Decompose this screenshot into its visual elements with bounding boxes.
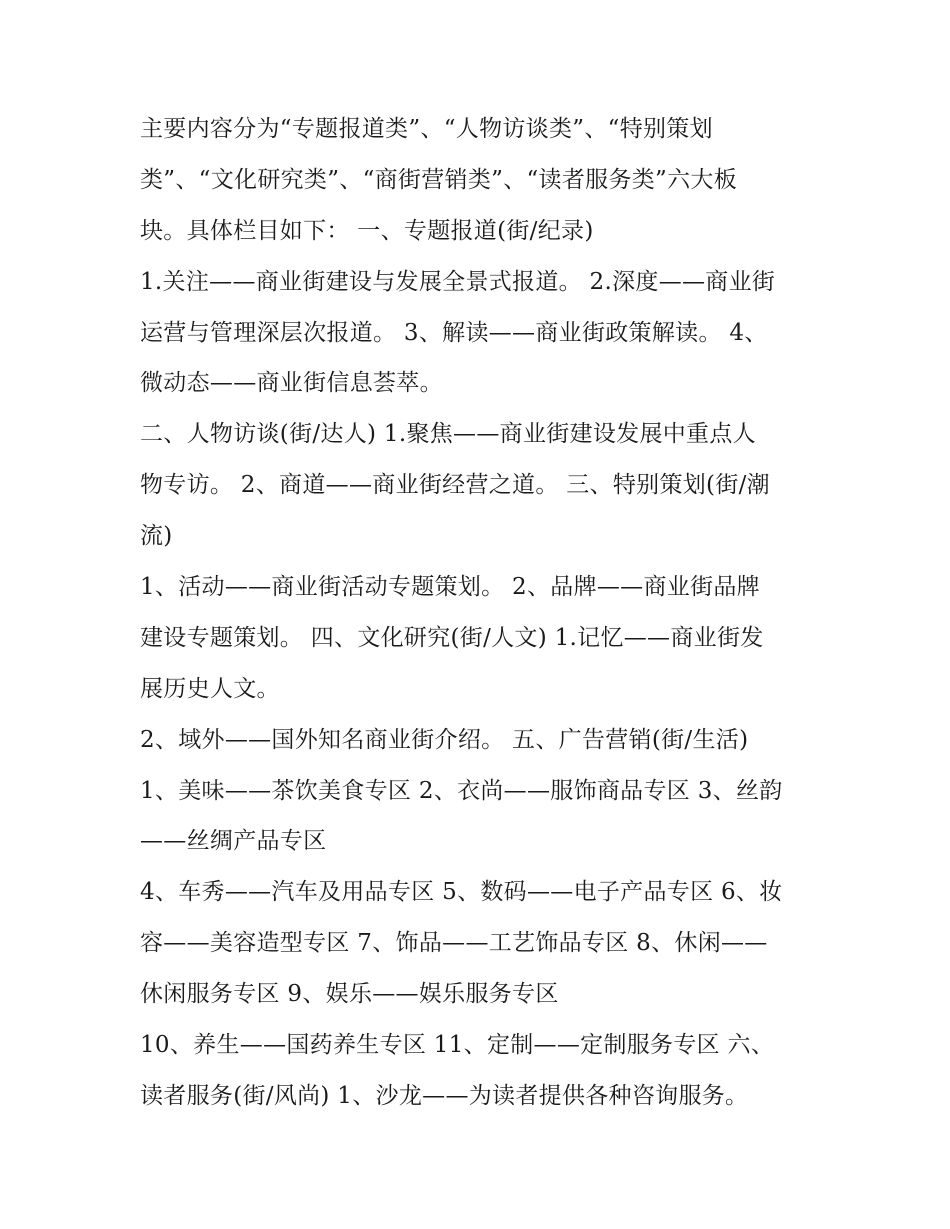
text-line: 10、养生——国药养生专区 11、定制——定制服务专区 六、 (140, 1032, 775, 1059)
text-line: ——丝绸产品专区 (140, 828, 327, 855)
text-line: 物专访。 2、商道——商业街经营之道。 三、特别策划(街/潮 (140, 472, 770, 499)
text-line: 2、域外——国外知名商业街介绍。 五、广告营销(街/生活) (140, 726, 749, 753)
text-line: 读者服务(街/风尚) 1、沙龙——为读者提供各种咨询服务。 (140, 1082, 749, 1109)
text-line: 微动态——商业街信息荟萃。 (140, 370, 443, 397)
body-text (140, 104, 830, 1122)
text-line: 1、美味——茶饮美食专区 2、衣尚——服饰商品专区 3、丝韵 (140, 777, 783, 804)
text-line: 休闲服务专区 9、娱乐——娱乐服务专区 (140, 981, 559, 1008)
text-line: 类”、“文化研究类”、“商街营销类”、“读者服务类”六大板 (140, 166, 738, 193)
text-line: 块。具体栏目如下： 一、专题报道(街/纪录) (140, 217, 594, 244)
text-line: 容——美容造型专区 7、饰品——工艺饰品专区 8、休闲—— (140, 930, 768, 957)
text-line: 建设专题策划。 四、文化研究(街/人文) 1.记忆——商业街发 (140, 624, 764, 651)
text-line: 1.关注——商业街建设与发展全景式报道。 2.深度——商业街 (140, 268, 776, 295)
text-line: 展历史人文。 (140, 675, 280, 702)
text-line: 二、人物访谈(街/达人) 1.聚焦——商业街建设发展中重点人 (140, 421, 756, 448)
text-line: 流) (140, 523, 173, 550)
text-line: 1、活动——商业街活动专题策划。 2、品牌——商业街品牌 (140, 574, 760, 601)
text-line: 运营与管理深层次报道。 3、解读——商业街政策解读。 4、 (140, 319, 768, 346)
text-line: 4、车秀——汽车及用品专区 5、数码——电子产品专区 6、妆 (140, 879, 783, 906)
text-line: 主要内容分为“专题报道类”、“人物访谈类”、“特别策划 (140, 116, 713, 142)
